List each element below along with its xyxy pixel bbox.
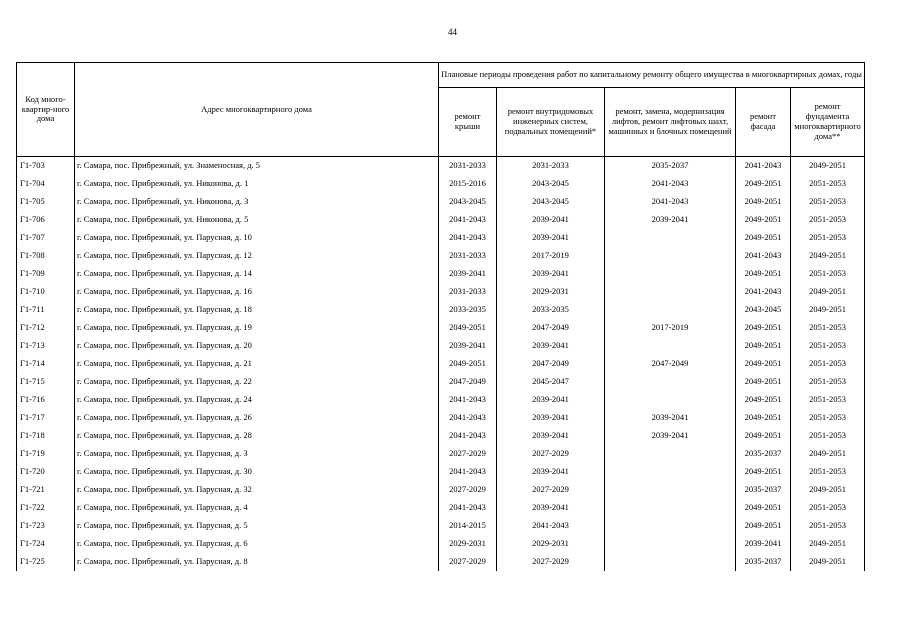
- cell-code: Г1-704: [17, 175, 75, 193]
- cell-engineering: 2047-2049: [497, 319, 605, 337]
- cell-foundation: 2049-2051: [791, 157, 865, 176]
- cell-lifts: 2047-2049: [605, 355, 736, 373]
- cell-roof: 2043-2045: [439, 193, 497, 211]
- header-facade: ремонт фасада: [736, 88, 791, 157]
- cell-lifts: [605, 463, 736, 481]
- cell-address: г. Самара, пос. Прибрежный, ул. Парусная, д. 18: [75, 301, 439, 319]
- cell-foundation: 2051-2053: [791, 265, 865, 283]
- cell-address: г. Самара, пос. Прибрежный, ул. Парусная, д. 28: [75, 427, 439, 445]
- table-row: [17, 283, 865, 301]
- cell-engineering: 2043-2045: [497, 175, 605, 193]
- cell-foundation: 2051-2053: [791, 499, 865, 517]
- cell-engineering: 2017-2019: [497, 247, 605, 265]
- header-address: Адрес многоквартирного дома: [75, 63, 439, 157]
- cell-facade: 2049-2051: [736, 175, 791, 193]
- cell-engineering: 2041-2043: [497, 517, 605, 535]
- cell-lifts: 2039-2041: [605, 211, 736, 229]
- cell-lifts: [605, 391, 736, 409]
- cell-engineering: 2045-2047: [497, 373, 605, 391]
- cell-roof: 2041-2043: [439, 211, 497, 229]
- cell-facade: 2049-2051: [736, 463, 791, 481]
- cell-facade: 2049-2051: [736, 337, 791, 355]
- cell-address: г. Самара, пос. Прибрежный, ул. Никонова, д. 5: [75, 211, 439, 229]
- table-row: [17, 355, 865, 373]
- cell-engineering: 2039-2041: [497, 211, 605, 229]
- cell-foundation: 2051-2053: [791, 517, 865, 535]
- cell-lifts: 2039-2041: [605, 427, 736, 445]
- table-row: [17, 265, 865, 283]
- cell-code: Г1-724: [17, 535, 75, 553]
- cell-foundation: 2051-2053: [791, 427, 865, 445]
- cell-facade: 2041-2043: [736, 283, 791, 301]
- cell-foundation: 2051-2053: [791, 211, 865, 229]
- cell-foundation: 2049-2051: [791, 481, 865, 499]
- cell-engineering: 2027-2029: [497, 445, 605, 463]
- table-row: [17, 481, 865, 499]
- cell-address: г. Самара, пос. Прибрежный, ул. Парусная, д. 14: [75, 265, 439, 283]
- cell-code: Г1-716: [17, 391, 75, 409]
- table-row: [17, 193, 865, 211]
- cell-address: г. Самара, пос. Прибрежный, ул. Парусная, д. 8: [75, 553, 439, 571]
- cell-engineering: 2031-2033: [497, 157, 605, 176]
- table-row: [17, 445, 865, 463]
- cell-facade: 2049-2051: [736, 355, 791, 373]
- table-row: [17, 553, 865, 571]
- cell-facade: 2039-2041: [736, 535, 791, 553]
- cell-facade: 2049-2051: [736, 427, 791, 445]
- cell-address: г. Самара, пос. Прибрежный, ул. Парусная, д. 20: [75, 337, 439, 355]
- cell-engineering: 2039-2041: [497, 427, 605, 445]
- table-row: [17, 157, 865, 176]
- table-row: [17, 319, 865, 337]
- cell-lifts: 2041-2043: [605, 193, 736, 211]
- cell-lifts: [605, 481, 736, 499]
- cell-address: г. Самара, пос. Прибрежный, ул. Никонова, д. 3: [75, 193, 439, 211]
- header-code: Код много-квартир-ного дома: [17, 63, 75, 157]
- cell-engineering: 2039-2041: [497, 229, 605, 247]
- cell-code: Г1-710: [17, 283, 75, 301]
- cell-roof: 2015-2016: [439, 175, 497, 193]
- table-row: [17, 175, 865, 193]
- cell-lifts: [605, 553, 736, 571]
- cell-foundation: 2049-2051: [791, 553, 865, 571]
- cell-code: Г1-703: [17, 157, 75, 176]
- cell-engineering: 2029-2031: [497, 283, 605, 301]
- table-row: [17, 463, 865, 481]
- table-row: [17, 337, 865, 355]
- cell-address: г. Самара, пос. Прибрежный, ул. Парусная, д. 21: [75, 355, 439, 373]
- cell-address: г. Самара, пос. Прибрежный, ул. Парусная, д. 10: [75, 229, 439, 247]
- cell-code: Г1-717: [17, 409, 75, 427]
- cell-address: г. Самара, пос. Прибрежный, ул. Парусная, д. 12: [75, 247, 439, 265]
- cell-foundation: 2051-2053: [791, 373, 865, 391]
- cell-facade: 2049-2051: [736, 391, 791, 409]
- cell-code: Г1-722: [17, 499, 75, 517]
- cell-address: г. Самара, пос. Прибрежный, ул. Парусная, д. 6: [75, 535, 439, 553]
- cell-foundation: 2049-2051: [791, 247, 865, 265]
- cell-engineering: 2027-2029: [497, 553, 605, 571]
- cell-lifts: 2039-2041: [605, 409, 736, 427]
- cell-engineering: 2039-2041: [497, 463, 605, 481]
- cell-lifts: 2035-2037: [605, 157, 736, 176]
- cell-roof: 2041-2043: [439, 463, 497, 481]
- cell-address: г. Самара, пос. Прибрежный, ул. Парусная, д. 32: [75, 481, 439, 499]
- cell-address: г. Самара, пос. Прибрежный, ул. Парусная, д. 26: [75, 409, 439, 427]
- cell-address: г. Самара, пос. Прибрежный, ул. Парусная, д. 30: [75, 463, 439, 481]
- cell-roof: 2049-2051: [439, 355, 497, 373]
- cell-roof: 2039-2041: [439, 265, 497, 283]
- cell-lifts: [605, 301, 736, 319]
- cell-lifts: [605, 373, 736, 391]
- cell-roof: 2041-2043: [439, 499, 497, 517]
- cell-lifts: [605, 535, 736, 553]
- table-row: [17, 517, 865, 535]
- cell-foundation: 2051-2053: [791, 391, 865, 409]
- cell-foundation: 2049-2051: [791, 283, 865, 301]
- cell-engineering: 2039-2041: [497, 499, 605, 517]
- cell-address: г. Самара, пос. Прибрежный, ул. Парусная, д. 22: [75, 373, 439, 391]
- cell-foundation: 2049-2051: [791, 535, 865, 553]
- cell-lifts: 2041-2043: [605, 175, 736, 193]
- cell-address: г. Самара, пос. Прибрежный, ул. Никонова, д. 1: [75, 175, 439, 193]
- cell-lifts: [605, 499, 736, 517]
- cell-lifts: [605, 265, 736, 283]
- table-row: [17, 535, 865, 553]
- cell-facade: 2049-2051: [736, 229, 791, 247]
- cell-engineering: 2027-2029: [497, 481, 605, 499]
- header-lifts: ремонт, замена, модернизация лифтов, ремонт лифтовых шахт, машинных и блочных помещений: [605, 88, 736, 157]
- cell-roof: 2027-2029: [439, 445, 497, 463]
- cell-code: Г1-718: [17, 427, 75, 445]
- cell-engineering: 2029-2031: [497, 535, 605, 553]
- table-row: [17, 391, 865, 409]
- cell-lifts: [605, 283, 736, 301]
- table-row: [17, 229, 865, 247]
- cell-roof: 2031-2033: [439, 157, 497, 176]
- cell-roof: 2041-2043: [439, 391, 497, 409]
- cell-code: Г1-712: [17, 319, 75, 337]
- cell-facade: 2049-2051: [736, 193, 791, 211]
- cell-facade: 2035-2037: [736, 445, 791, 463]
- cell-code: Г1-714: [17, 355, 75, 373]
- cell-roof: 2033-2035: [439, 301, 497, 319]
- cell-code: Г1-713: [17, 337, 75, 355]
- cell-code: Г1-725: [17, 553, 75, 571]
- cell-roof: 2014-2015: [439, 517, 497, 535]
- cell-engineering: 2039-2041: [497, 391, 605, 409]
- cell-roof: 2041-2043: [439, 427, 497, 445]
- cell-foundation: 2049-2051: [791, 301, 865, 319]
- cell-roof: 2031-2033: [439, 283, 497, 301]
- table-row: [17, 373, 865, 391]
- table-row: [17, 301, 865, 319]
- table-row: [17, 427, 865, 445]
- cell-foundation: 2051-2053: [791, 409, 865, 427]
- cell-foundation: 2049-2051: [791, 445, 865, 463]
- cell-address: г. Самара, пос. Прибрежный, ул. Знаменосная, д. 5: [75, 157, 439, 176]
- cell-address: г. Самара, пос. Прибрежный, ул. Парусная, д. 24: [75, 391, 439, 409]
- cell-engineering: 2047-2049: [497, 355, 605, 373]
- cell-engineering: 2039-2041: [497, 265, 605, 283]
- table-body: [17, 157, 865, 572]
- table-row: [17, 499, 865, 517]
- cell-lifts: 2017-2019: [605, 319, 736, 337]
- cell-facade: 2049-2051: [736, 211, 791, 229]
- cell-roof: 2041-2043: [439, 409, 497, 427]
- cell-code: Г1-709: [17, 265, 75, 283]
- cell-address: г. Самара, пос. Прибрежный, ул. Парусная, д. 4: [75, 499, 439, 517]
- cell-foundation: 2051-2053: [791, 319, 865, 337]
- capital-repair-schedule-table: [16, 62, 865, 571]
- cell-code: Г1-715: [17, 373, 75, 391]
- header-roof: ремонт крыши: [439, 88, 497, 157]
- cell-engineering: 2039-2041: [497, 337, 605, 355]
- header-foundation: ремонт фундамента многоквартирного дома**: [791, 88, 865, 157]
- cell-lifts: [605, 445, 736, 463]
- cell-roof: 2047-2049: [439, 373, 497, 391]
- cell-facade: 2049-2051: [736, 409, 791, 427]
- cell-roof: 2041-2043: [439, 229, 497, 247]
- cell-code: Г1-707: [17, 229, 75, 247]
- cell-foundation: 2051-2053: [791, 175, 865, 193]
- cell-lifts: [605, 229, 736, 247]
- cell-foundation: 2051-2053: [791, 337, 865, 355]
- cell-facade: 2049-2051: [736, 517, 791, 535]
- cell-code: Г1-711: [17, 301, 75, 319]
- cell-facade: 2041-2043: [736, 247, 791, 265]
- cell-engineering: 2039-2041: [497, 409, 605, 427]
- cell-roof: 2049-2051: [439, 319, 497, 337]
- cell-facade: 2049-2051: [736, 265, 791, 283]
- cell-code: Г1-719: [17, 445, 75, 463]
- cell-address: г. Самара, пос. Прибрежный, ул. Парусная, д. 16: [75, 283, 439, 301]
- cell-code: Г1-708: [17, 247, 75, 265]
- cell-roof: 2031-2033: [439, 247, 497, 265]
- header-periods-group: Плановые периоды проведения работ по капитальному ремонту общего имущества в многоквартирных домах, годы: [439, 63, 865, 88]
- cell-facade: 2049-2051: [736, 373, 791, 391]
- cell-facade: 2035-2037: [736, 553, 791, 571]
- cell-address: г. Самара, пос. Прибрежный, ул. Парусная, д. 5: [75, 517, 439, 535]
- page-number: 44: [448, 27, 457, 37]
- cell-facade: 2049-2051: [736, 319, 791, 337]
- cell-facade: 2041-2043: [736, 157, 791, 176]
- cell-roof: 2029-2031: [439, 535, 497, 553]
- cell-lifts: [605, 247, 736, 265]
- cell-address: г. Самара, пос. Прибрежный, ул. Парусная, д. 3: [75, 445, 439, 463]
- cell-engineering: 2043-2045: [497, 193, 605, 211]
- header-engineering: ремонт внутридомовых инженерных систем, подвальных помещений*: [497, 88, 605, 157]
- cell-roof: 2039-2041: [439, 337, 497, 355]
- table-row: [17, 247, 865, 265]
- cell-foundation: 2051-2053: [791, 229, 865, 247]
- cell-facade: 2043-2045: [736, 301, 791, 319]
- cell-foundation: 2051-2053: [791, 355, 865, 373]
- cell-code: Г1-706: [17, 211, 75, 229]
- table-row: [17, 409, 865, 427]
- table-row: [17, 211, 865, 229]
- cell-lifts: [605, 517, 736, 535]
- cell-foundation: 2051-2053: [791, 193, 865, 211]
- cell-code: Г1-705: [17, 193, 75, 211]
- cell-foundation: 2051-2053: [791, 463, 865, 481]
- cell-address: г. Самара, пос. Прибрежный, ул. Парусная, д. 19: [75, 319, 439, 337]
- cell-facade: 2035-2037: [736, 481, 791, 499]
- cell-lifts: [605, 337, 736, 355]
- cell-roof: 2027-2029: [439, 481, 497, 499]
- cell-roof: 2027-2029: [439, 553, 497, 571]
- cell-facade: 2049-2051: [736, 499, 791, 517]
- cell-code: Г1-723: [17, 517, 75, 535]
- cell-code: Г1-720: [17, 463, 75, 481]
- cell-code: Г1-721: [17, 481, 75, 499]
- cell-engineering: 2033-2035: [497, 301, 605, 319]
